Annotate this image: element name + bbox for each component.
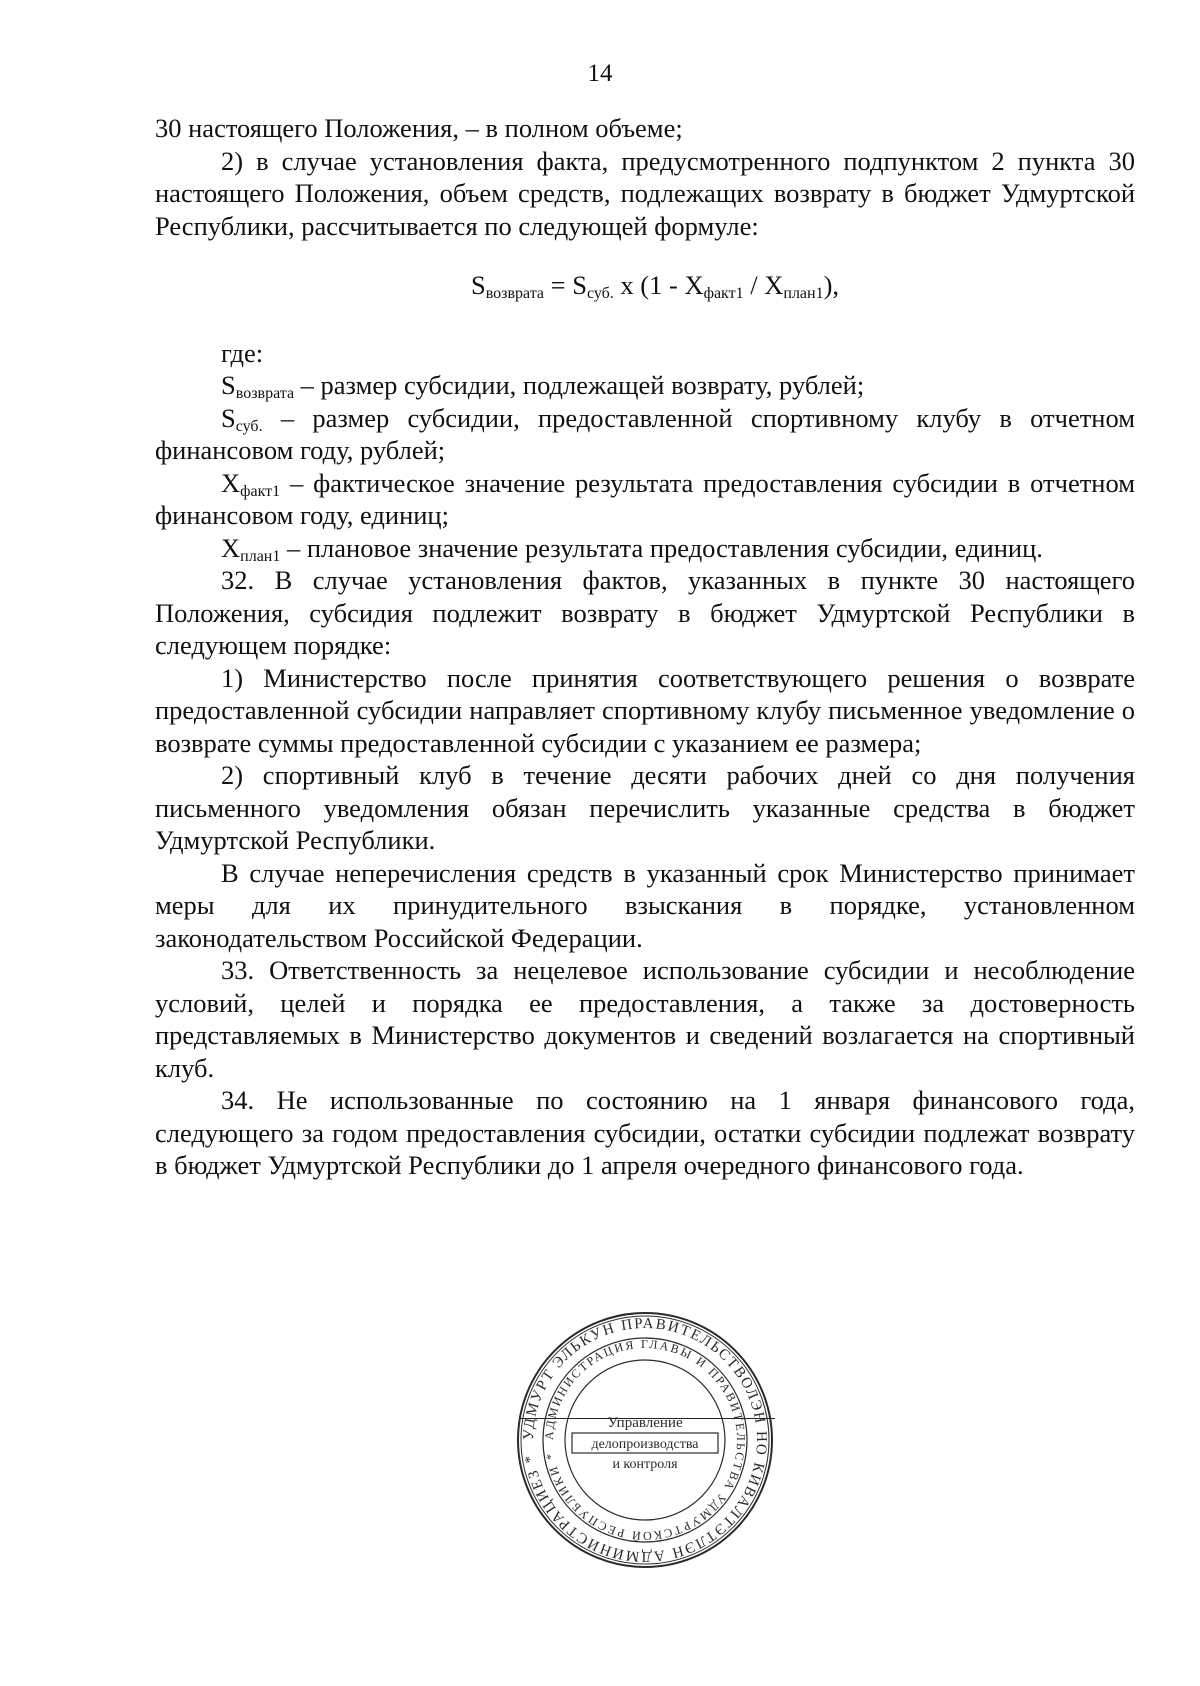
def-symbol-x: X <box>221 467 241 498</box>
official-stamp <box>515 1310 775 1570</box>
def-sub-fact: факт1 <box>240 482 281 500</box>
definition-s-return <box>155 369 1135 402</box>
def-text-s-sub: – размер субсидии, предоставленной спортивному клубу в отчетном финансовом году, рублей; <box>155 402 1136 465</box>
def-symbol-s: S <box>221 370 236 400</box>
page-number: 14 <box>587 60 613 87</box>
formula-sub-fact: факт1 <box>703 285 744 302</box>
paragraph-nonpayment: В случае неперечисления средств в указанный срок Министерство принимает меры для их принудительного взыскания в порядке, установленном законодательством Российской Федерации. <box>155 857 1135 953</box>
formula-end: ), <box>823 270 840 300</box>
formula-x: X <box>684 270 704 300</box>
definition-x-plan <box>155 532 1135 565</box>
definition-s-sub <box>155 402 1135 467</box>
def-text-s-return: – размер субсидии, подлежащей возврату, рублей; <box>300 370 865 400</box>
intro-line: 30 настоящего Положения, – в полном объеме; <box>155 113 683 143</box>
paragraph-32-item-2: 2) спортивный клуб в течение десяти рабочих дней со дня получения письменного уведомления обязан перечислить указанные средства в бюджет Удмуртской Республики. <box>155 760 1135 855</box>
def-symbol-x-2: X <box>221 532 241 563</box>
formula-sub-return: возврата <box>485 285 544 302</box>
paragraph-32: 32. В случае установления фактов, указанных в пункте 30 настоящего Положения, субсидия подлежит возврату в бюджет Удмуртской Республики в следующем порядке: <box>155 565 1135 660</box>
def-sub-return: возврата <box>235 385 295 402</box>
paragraph-34: 34. Не использованные по состоянию на 1 января финансового года, следующего за годом предоставления субсидии, остатки субсидии подлежат возврату в бюджет Удмуртской Республики до 1 апреля очередного финансового года. <box>155 1085 1135 1180</box>
stamp-outer-ring-text: УДМУРТ ЭЛЬКУН ПРАВИТЕЛЬСТВОЛЭН НО КИВАЛТЭТЛЭН АДМИНИСТРАЦИЕЗ * <box>520 1315 770 1565</box>
item-2-paragraph: 2) в случае установления факта, предусмотренного подпунктом 2 пункта 30 настоящего Положения, объем средств, подлежащих возврату в бюджет Удмуртской Республики, рассчитывается по следующей формуле: <box>155 145 1135 241</box>
formula-x-2: X <box>764 270 784 300</box>
paragraph-32-item-1: 1) Министерство после принятия соответствующего решения о возврате предоставленной субсидии направляет спортивному клубу письменное уведомление о возврате суммы предоставленной субсидии с указанием ее размера; <box>155 662 1135 758</box>
def-sub-plan: план1 <box>240 547 281 565</box>
where-label: где: <box>221 337 264 368</box>
stamp-center-line-3: и контроля <box>612 1457 678 1472</box>
formula <box>155 269 1135 302</box>
formula-slash: / <box>743 270 765 300</box>
def-sub-sub: суб. <box>235 417 263 435</box>
def-symbol-s-2: S <box>221 402 236 433</box>
def-text-x-fact: – фактическое значение результата предоставления субсидии в отчетном финансовом году, единиц; <box>155 467 1135 530</box>
def-text-x-plan: – плановое значение результата предоставления субсидии, единиц. <box>286 532 1043 563</box>
paragraph-33: 33. Ответственность за нецелевое использование субсидии и несоблюдение условий, целей и порядка ее предоставления, а также за достоверность представляемых в Министерство документов и сведений возлагается на спортивный клуб. <box>155 955 1135 1083</box>
formula-mid: х (1 - <box>613 270 685 300</box>
document-body <box>155 112 1135 1182</box>
stamp-center-line-2: делопроизводства <box>591 1437 699 1452</box>
definition-x-fact <box>155 467 1135 532</box>
formula-sub-sub: суб. <box>586 285 614 302</box>
formula-eq: = <box>544 270 573 300</box>
stamp-inner-ring-text: АДМИНИСТРАЦИЯ ГЛАВЫ И ПРАВИТЕЛЬСТВА УДМУРТСКОЙ РЕСПУБЛИКИ * <box>541 1336 749 1544</box>
formula-s-2: S <box>572 270 587 300</box>
formula-s: S <box>470 270 486 300</box>
formula-sub-plan: план1 <box>783 285 824 302</box>
stamp-center-line-1: Управление <box>607 1415 683 1431</box>
